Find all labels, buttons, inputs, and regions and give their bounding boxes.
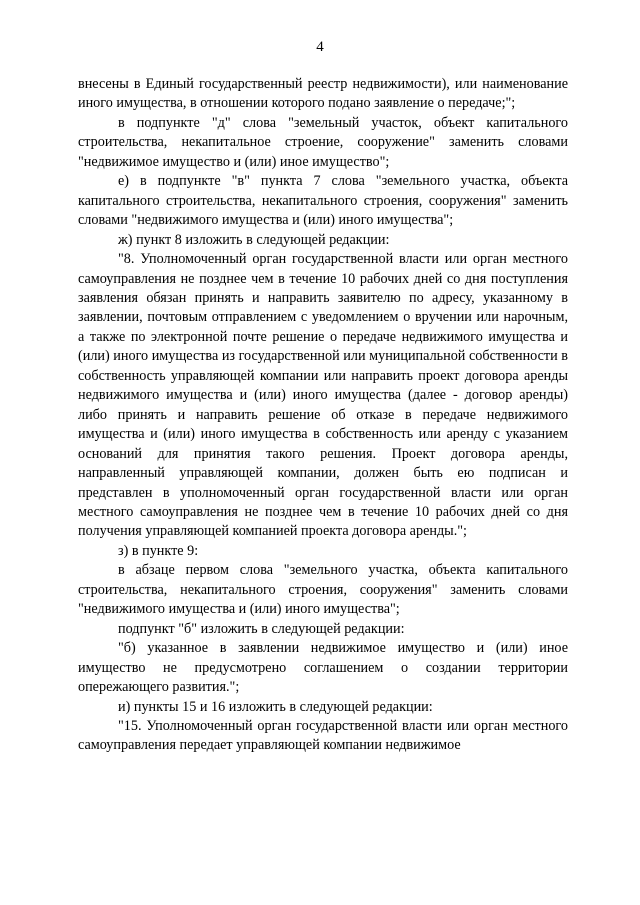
page-number: 4 (316, 39, 324, 55)
document-body (78, 75, 568, 756)
paragraph-subclause-b-intro: подпункт "б" изложить в следующей редакции: (118, 620, 405, 637)
paragraph-subclause-b: "б) указанное в заявлении недвижимое имущество и (или) иное имущество не предусмотрено соглашением о создании территории опережающего развития."; (78, 640, 568, 696)
paragraph-item-i: и) пункты 15 и 16 изложить в следующей редакции: (118, 698, 433, 715)
paragraph-clause-15: "15. Уполномоченный орган государственной власти или орган местного самоуправления передает управляющей компании недвижимое (78, 717, 568, 754)
paragraph-clause-8: "8. Уполномоченный орган государственной власти или орган местного самоуправления не позднее чем в течение 10 рабочих дней со дня поступления заявления обязан принять и направить заявителю по адресу, указанному в заявлении, почтовым отправлением с уведомлением о вручении или нарочным, а также по электронной почте решение о передаче недвижимого имущества и (или) иного имущества из государственной или муниципальной собственности в собственность управляющей компании или направить проект договора аренды недвижимого имущества и (или) иного имущества (далее - договор аренды) либо принять и направить решение об отказе в передаче недвижимого имущества и (или) иного имущества в собственность или аренду с указанием оснований для принятия такого решения. Проект договора аренды, направленный управляющей компании, должен быть ею подписан и представлен в уполномоченный орган государственной власти или орган местного самоуправления не позднее чем в течение 10 рабочих дней со дня получения управляющей компанией проекта договора аренды."; (78, 251, 568, 540)
paragraph-subclause-d: в подпункте "д" слова "земельный участок, объект капитального строительства, некапитальное строение, сооружение" заменить словами "недвижимое имущество и (или) иное имущество"; (78, 114, 568, 170)
paragraph-abzac-first: в абзаце первом слова "земельного участка, объекта капитального строительства, некапитального строения, сооружения" заменить словами "недвижимого имущества и (или) иного имущества"; (78, 562, 568, 618)
paragraph-item-zh: ж) пункт 8 изложить в следующей редакции: (118, 231, 390, 248)
paragraph-item-e: е) в подпункте "в" пункта 7 слова "земельного участка, объекта капитального строительства, некапитального строения, сооружения" заменить словами "недвижимого имущества и (или) иного имущества"; (78, 173, 568, 229)
paragraph-item-z: з) в пункте 9: (118, 542, 199, 559)
paragraph-continuation: внесены в Единый государственный реестр недвижимости), или наименование иного имущества, в отношении которого подано заявление о передаче;"; (78, 76, 568, 112)
